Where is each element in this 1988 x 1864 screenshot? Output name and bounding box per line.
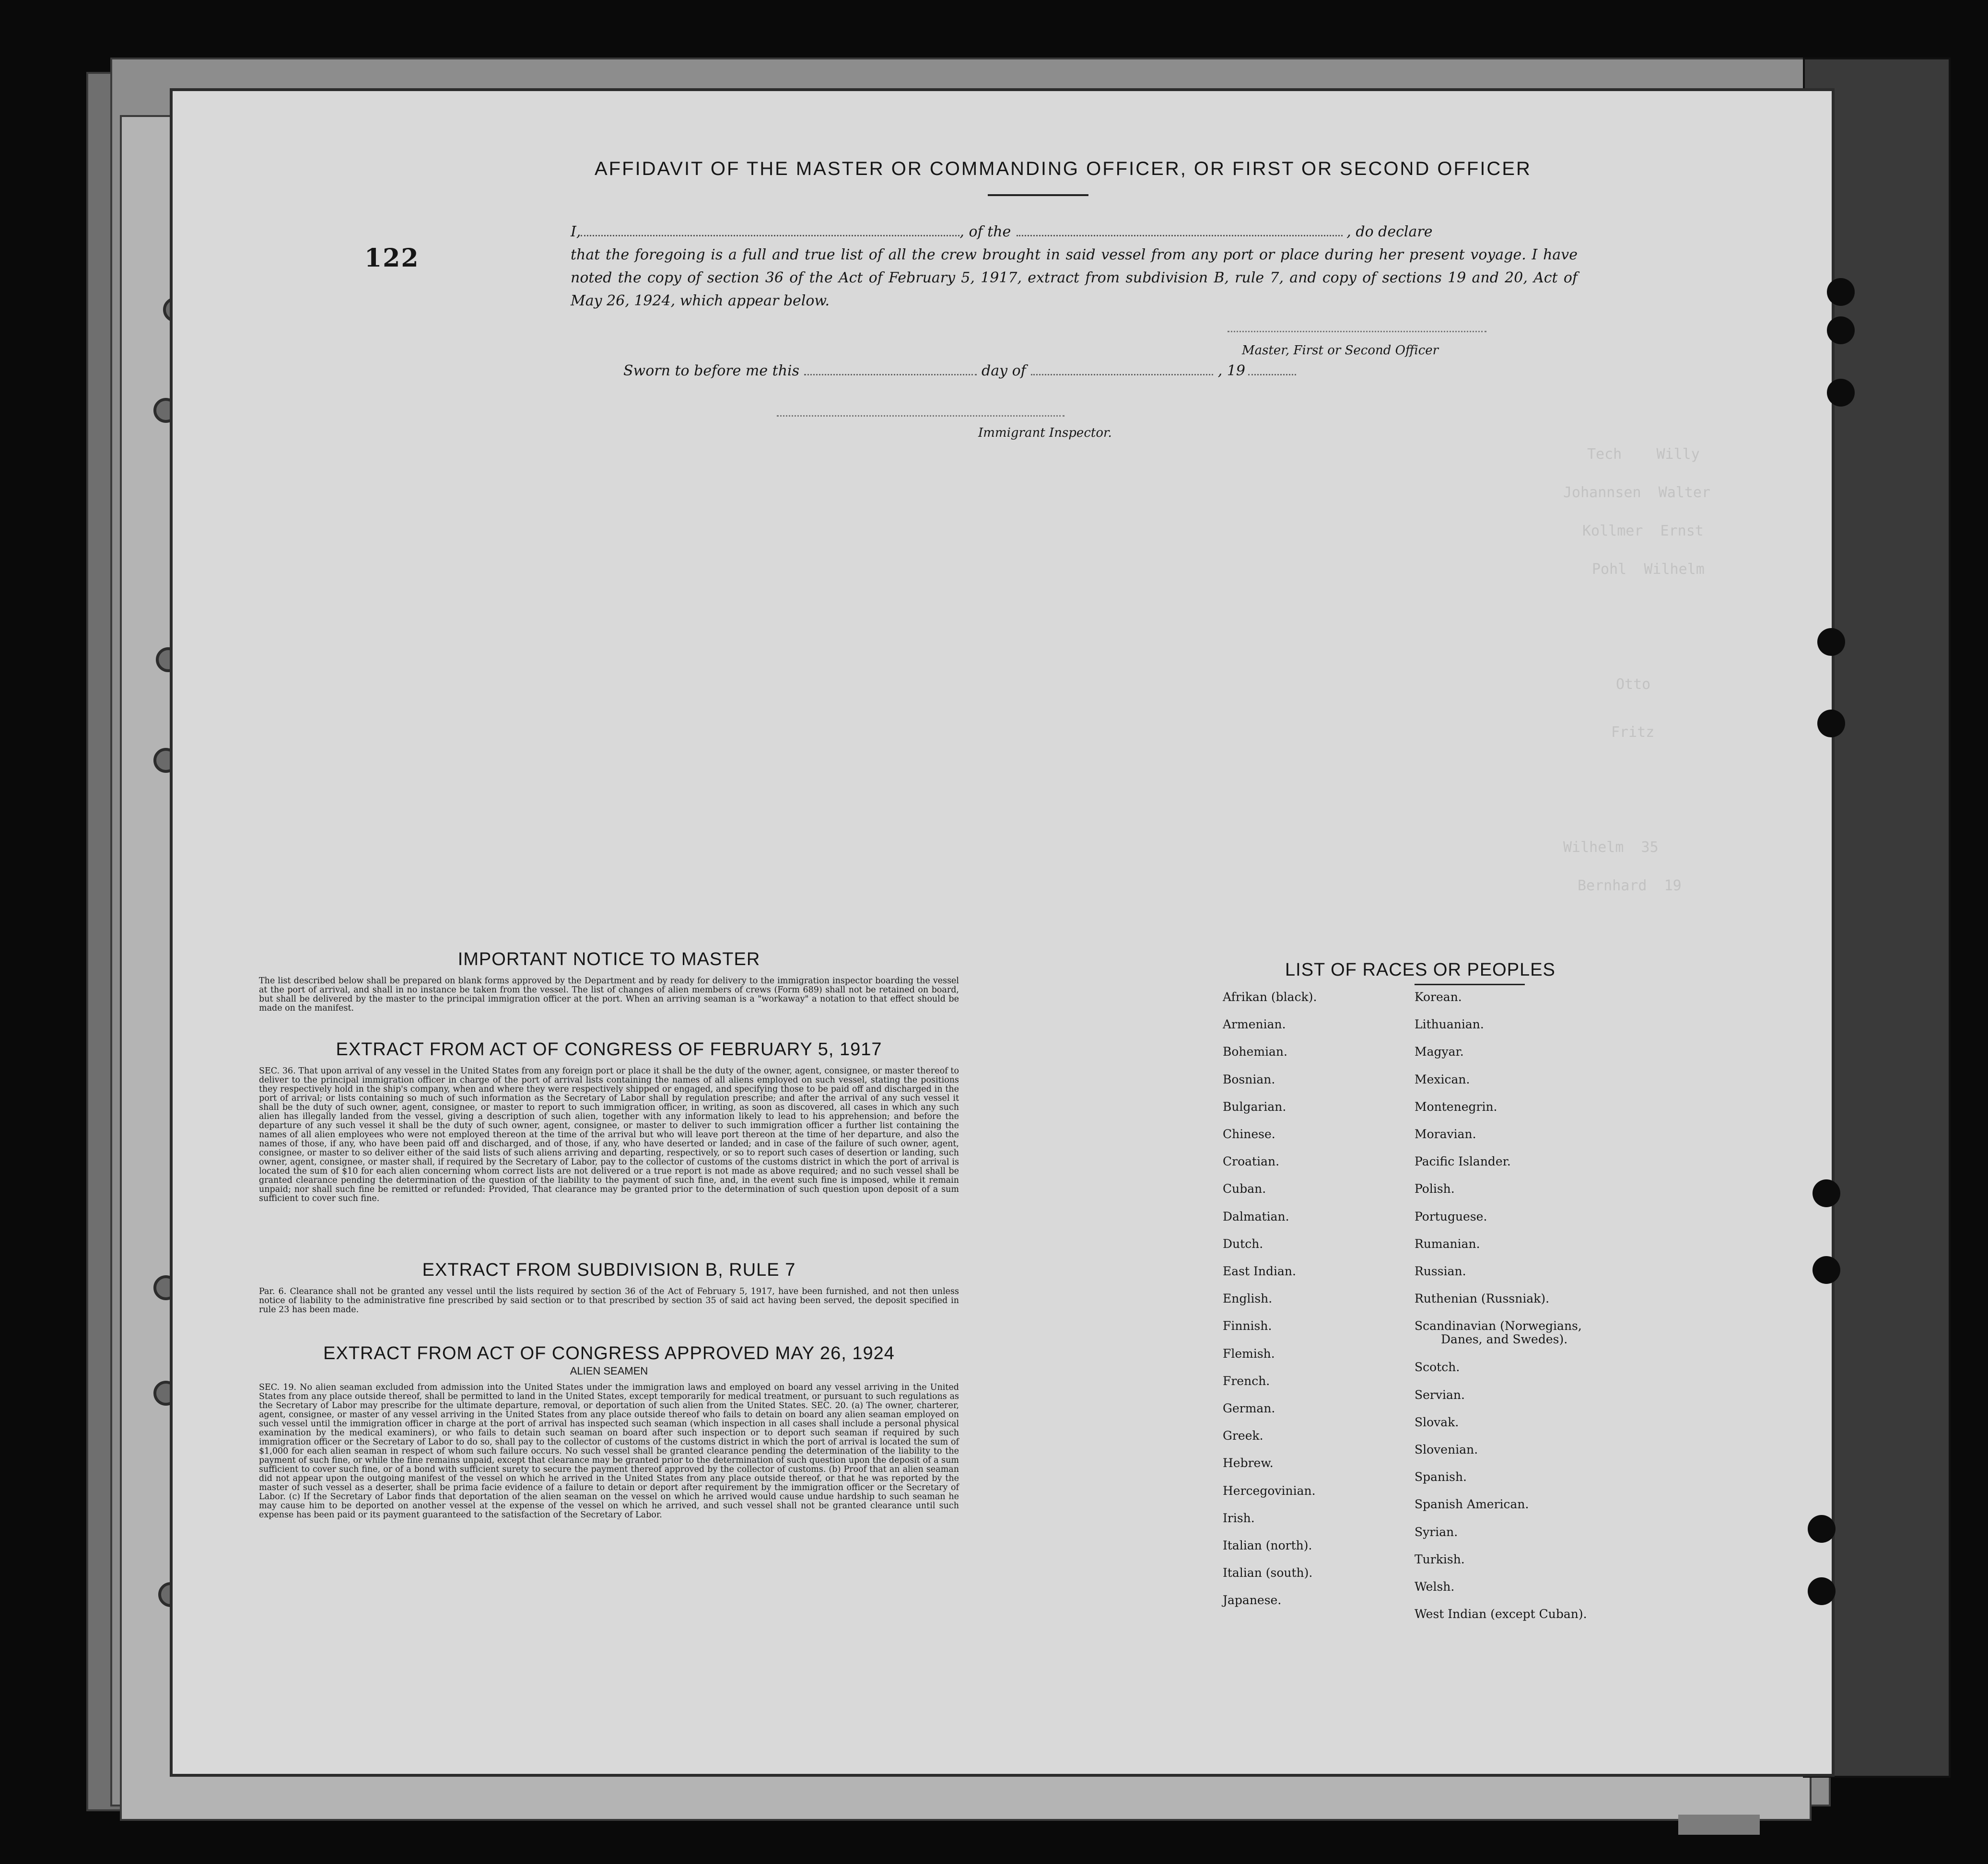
- race-item: Bohemian.: [1223, 1045, 1287, 1059]
- punch-hole: [1808, 1577, 1836, 1605]
- race-item: Hercegovinian.: [1223, 1483, 1316, 1498]
- affidavit-body: that the foregoing is a full and true list of all the crew brought in said vessel from any port or place during her present voyage. I have noted the copy of section 36 of the Act of February 5, 1917, extract from subdivision B, rule 7, and copy of sections 19 and 20, Act of May 26, 1924, which appear below.: [571, 246, 1578, 309]
- extract-1924-text: SEC. 19. No alien seaman excluded from admission into the United States under the immigration laws and employed on board any vessel arriving in the United States from any place outside thereof, shall be permitted to land in the United States, except temporarily for medical treatment, or pursuant to such regulations as the Secretary of Labor may prescribe for the ultimate departure, removal, or deportation of such alien from the United States. SEC. 20. (a) The owner, charterer, agent, consignee, or master of any vessel arriving in the United States from any place outside thereof who fails to detain on board any alien seaman employed on such vessel until the immigration officer in charge at the port of arrival has inspected such seaman (which inspection in all cases shall include a personal physical examination by the medical examiners), or who fails to detain such seaman on board after such inspection or to deport such seaman if required by such immigration officer or the Secretary of Labor to do so, shall pay to the collector of customs of the customs district in which the port of arrival is located the sum of $1,000 for each alien seaman in respect of whom such failure occurs. No such vessel shall be granted clearance pending the determination of the liability to the payment of such fine, or while the fine remains unpaid, except that clearance may be granted prior to the determination of such question upon the deposit of a sum sufficient to cover such fine, or of a bond with sufficient surety to secure the payment thereof approved by the collector of customs. (b) Proof that an alien seaman did not appear upon the outgoing manifest of the vessel on which he arrived in the United States from any place outside thereof, or that he was reported by the master of such vessel as a deserter, shall be prima facie evidence of a failure to detain or deport after requirement by the immigration officer or the Secretary of Labor. (c) If the Secretary of Labor finds that deportation of the alien seaman on the vessel on which he arrived would cause undue hardship to such seaman he may cause him to be deported on another vessel at the expense of the vessel on which he arrived, and such vessel shall not be granted clearance until such expense has been paid or its payment guaranteed to the satisfaction of the Secretary of Labor.: [259, 1383, 959, 1520]
- race-item: Chinese.: [1223, 1127, 1275, 1141]
- race-item: Dutch.: [1223, 1236, 1263, 1251]
- bleed-through-text: Fritz: [1611, 724, 1655, 741]
- archive-stamp: [1678, 1815, 1760, 1835]
- race-item: Servian.: [1415, 1387, 1465, 1402]
- extract-rule-7-title: EXTRACT FROM SUBDIVISION B, RULE 7: [422, 1260, 796, 1280]
- race-item: Magyar.: [1415, 1045, 1464, 1059]
- race-item: Ruthenian (Russniak).: [1415, 1292, 1550, 1306]
- bleed-through-text: Tech Willy: [1587, 446, 1700, 463]
- race-item: Syrian.: [1415, 1525, 1458, 1539]
- affidavit-title: AFFIDAVIT OF THE MASTER OR COMMANDING OFFICER, OR FIRST OR SECOND OFFICER: [595, 158, 1532, 179]
- race-item: Korean.: [1415, 990, 1462, 1004]
- race-item: Japanese.: [1223, 1593, 1282, 1608]
- notice-section: [259, 949, 959, 1013]
- extract-1917-title: EXTRACT FROM ACT OF CONGRESS OF FEBRUARY 5, 1917: [336, 1039, 882, 1060]
- race-item: Portuguese.: [1415, 1209, 1487, 1223]
- punch-hole: [1827, 379, 1855, 407]
- extract-rule-7: [259, 1260, 959, 1315]
- race-item: Afrikan (black).: [1223, 990, 1317, 1004]
- race-item: Pacific Islander.: [1415, 1154, 1511, 1169]
- race-item: German.: [1223, 1401, 1275, 1415]
- declare-label: , do declare: [1346, 223, 1433, 240]
- sworn-label: Sworn to before me this: [623, 362, 800, 379]
- race-item: Spanish.: [1415, 1470, 1467, 1484]
- punch-hole: [1813, 1179, 1840, 1207]
- race-item: Spanish American.: [1415, 1497, 1529, 1512]
- form-sheet: [173, 91, 1832, 1774]
- sworn-month-field[interactable]: [1031, 374, 1213, 375]
- punch-hole: [1813, 1256, 1840, 1284]
- punch-hole: [1827, 278, 1855, 306]
- race-item: Armenian.: [1223, 1017, 1286, 1032]
- races-title: LIST OF RACES OR PEOPLES: [1285, 960, 1555, 980]
- bleed-through-text: Bernhard 19: [1578, 877, 1682, 894]
- sworn-line: [623, 362, 1296, 379]
- punch-hole: [1827, 316, 1855, 344]
- race-item: Bulgarian.: [1223, 1099, 1286, 1114]
- race-item: East Indian.: [1223, 1264, 1296, 1278]
- race-item: Mexican.: [1415, 1072, 1470, 1086]
- bleed-through-text: Wilhelm 35: [1563, 839, 1659, 856]
- extract-1924-subtitle: ALIEN SEAMEN: [570, 1365, 648, 1377]
- race-item: Montenegrin.: [1415, 1099, 1497, 1114]
- officer-name-field[interactable]: [581, 221, 959, 236]
- race-item: Danes, and Swedes).: [1441, 1332, 1568, 1347]
- race-item: Lithuanian.: [1415, 1017, 1484, 1032]
- race-item: Italian (north).: [1223, 1538, 1312, 1552]
- bleed-through-text: Johannsen Walter: [1563, 484, 1711, 501]
- sworn-year-field[interactable]: [1248, 374, 1296, 375]
- race-item: Scandinavian (Norwegians,: [1415, 1319, 1582, 1333]
- race-item: Croatian.: [1223, 1154, 1280, 1169]
- race-item: Dalmatian.: [1223, 1209, 1289, 1223]
- sworn-day-field[interactable]: [804, 374, 977, 375]
- race-item: Cuban.: [1223, 1182, 1266, 1196]
- of-the-label: , of the: [959, 223, 1011, 240]
- inspector-label: Immigrant Inspector.: [978, 426, 1112, 440]
- affidavit-declaration: [571, 221, 1578, 313]
- race-item: Rumanian.: [1415, 1236, 1480, 1251]
- punch-hole: [1808, 1515, 1836, 1543]
- vessel-name-field[interactable]: [1017, 221, 1343, 236]
- race-item: West Indian (except Cuban).: [1415, 1607, 1587, 1621]
- race-item: Finnish.: [1223, 1319, 1272, 1333]
- race-item: Greek.: [1223, 1429, 1263, 1443]
- race-item: English.: [1223, 1292, 1273, 1306]
- race-item: Italian (south).: [1223, 1566, 1313, 1580]
- extract-1917: [259, 1039, 959, 1203]
- race-item: Welsh.: [1415, 1580, 1455, 1594]
- race-item: Scotch.: [1415, 1360, 1460, 1375]
- race-item: Irish.: [1223, 1511, 1255, 1525]
- race-item: Slovak.: [1415, 1415, 1459, 1429]
- extract-rule-7-text: Par. 6. Clearance shall not be granted any vessel until the lists required by section 36 of the Act of February 5, 1917, have been furnished, and not then unless notice of liability to the administrative fine prescribed by said section or to that prescribed by section 35 of said act having been served, the deposit specified in rule 23 has been made.: [259, 1287, 959, 1315]
- master-signature-label: Master, First or Second Officer: [1242, 343, 1439, 358]
- race-item: Polish.: [1415, 1182, 1455, 1196]
- extract-1924-title: EXTRACT FROM ACT OF CONGRESS APPROVED MAY 26, 1924: [323, 1343, 895, 1363]
- bleed-through-text: Pohl Wilhelm: [1592, 561, 1705, 578]
- race-item: French.: [1223, 1374, 1270, 1388]
- extract-1917-text: SEC. 36. That upon arrival of any vessel in the United States from any foreign port or place it shall be the duty of the owner, agent, consignee, or master thereof to deliver to the principal immigration officer in charge of the port of arrival lists containing the names of all aliens employed on such vessel, stating the positions they respectively hold in the ship's company, when and where they were respectively shipped or engaged, and specifying those to be paid off and discharged in the port of arrival; or lists containing so much of such information as the Secretary of Labor shall by regulation prescribe; and after the arrival of any such vessel it shall be the duty of such owner, agent, consignee, or master to report to such immigration officer, in writing, as soon as discovered, all cases in which any such alien has illegally landed from the vessel, giving a description of such alien, together with any information likely to lead to his apprehension; and before the departure of any such vessel it shall be the duty of such owner, agent, consignee, or master to deliver to such immigration officer a further list containing the names of all alien employees who were not employed thereon at the time of the arrival but who will leave port thereon at the time of her departure, and also the names of those, if any, who have been paid off and discharged, and of those, if any, who have deserted or landed; and in case of the failure of such owner, agent, consignee, or master to so deliver either of the said lists of such aliens arriving and departing, respectively, or so to report such cases of desertion or landing, such owner, agent, consignee, or master shall, if required by the Secretary of Labor, pay to the collector of customs of the customs district in which the port of arrival is located the sum of $10 for each alien concerning whom correct lists are not delivered or a true report is not made as above required; and no such vessel shall be granted clearance pending the determination of the question of the liability to the payment of such fine, and, in the event such fine is imposed, while it remain unpaid; nor shall such fine be remitted or refunded: Provided, That clearance may be granted prior to the determination of such question upon deposit of a sum sufficient to cover such fine.: [259, 1066, 959, 1203]
- bleed-through-text: Otto: [1616, 676, 1651, 693]
- race-item: Russian.: [1415, 1264, 1466, 1278]
- year-label: , 19: [1217, 362, 1246, 379]
- extract-1924: [259, 1343, 959, 1520]
- notice-title: IMPORTANT NOTICE TO MASTER: [457, 949, 760, 969]
- race-item: Moravian.: [1415, 1127, 1476, 1141]
- punch-hole: [1817, 710, 1845, 737]
- race-item: Slovenian.: [1415, 1443, 1478, 1456]
- race-item: Turkish.: [1415, 1552, 1465, 1566]
- page-number: 122: [364, 244, 420, 273]
- inspector-signature-field[interactable]: [777, 415, 1064, 417]
- race-item: Hebrew.: [1223, 1456, 1274, 1470]
- day-of-label: day of: [982, 362, 1026, 379]
- race-item: Flemish.: [1223, 1346, 1275, 1361]
- punch-hole: [1817, 628, 1845, 656]
- notice-text: The list described below shall be prepared on blank forms approved by the Department and by ready for delivery to the immigration inspector boarding the vessel at the port of arrival, and shall in no instance be taken from the vessel. The list of changes of alien members of crews (Form 689) shall not be retained on board, but shall be delivered by the master to the principal immigration officer at the port. When an arriving seaman is a "workaway" a notation to that effect should be made on the manifest.: [259, 976, 959, 1013]
- i-label: I,: [571, 223, 581, 240]
- master-signature-field[interactable]: [1228, 331, 1486, 332]
- bleed-through-text: Kollmer Ernst: [1582, 523, 1704, 539]
- race-item: Bosnian.: [1223, 1072, 1275, 1086]
